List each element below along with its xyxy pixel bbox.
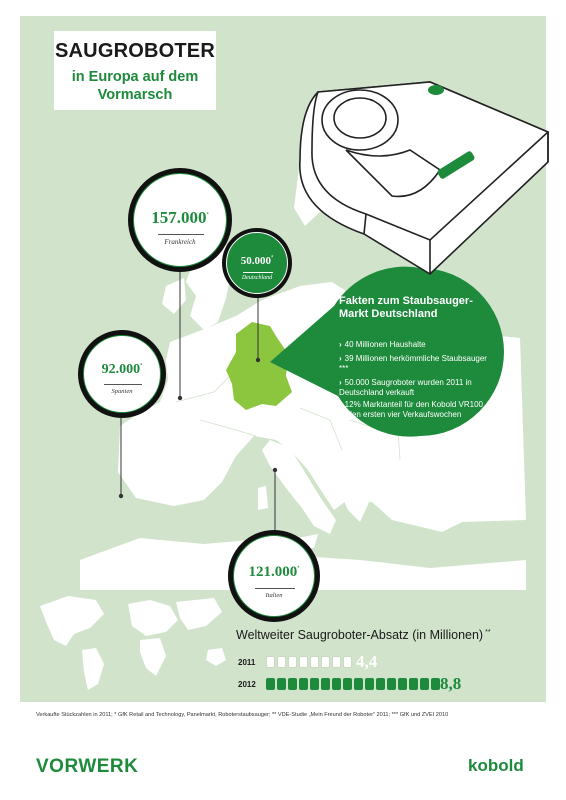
marker-dot-spanien	[119, 494, 123, 498]
fact-item: › 12% Marktanteil für den Kobold VR100 in den ersten vier Verkaufswochen	[339, 400, 483, 419]
marker-italien	[228, 530, 320, 622]
fact-text-3: 50.000 Saugroboter wurden 2011 in Deutschland verkauft	[339, 378, 472, 397]
vorwerk-logo: VORWERK	[36, 756, 139, 777]
sales-bar-segment	[431, 678, 440, 690]
sales-value-2011: 4,4	[356, 652, 378, 671]
sales-bar-2012	[266, 678, 446, 690]
fact-text-4: 12% Marktanteil für den Kobold VR100 in den ersten vier Verkaufswochen	[339, 400, 483, 419]
sales-bar-segment	[321, 656, 330, 668]
sales-bar-2011	[266, 656, 366, 668]
sales-value-2012: 8,8	[440, 674, 462, 693]
marker-country-spanien: Spanien	[111, 388, 133, 395]
marker-value-deutschland: 50.000	[240, 255, 271, 267]
sales-title-footnote: **	[485, 628, 491, 636]
marker-deutschland	[222, 228, 292, 298]
robot-button-icon	[428, 85, 444, 95]
marker-country-deutschland: Deutschland	[241, 275, 273, 281]
marker-country-frankreich: Frankreich	[164, 238, 196, 246]
sales-bar-segment	[288, 678, 297, 690]
sales-bar-segment	[398, 678, 407, 690]
marker-footnote-deutschland: *	[270, 255, 274, 262]
map-land-ireland	[162, 278, 186, 314]
sales-bar-segment	[266, 656, 275, 668]
sales-bar-segment	[354, 678, 363, 690]
marker-footnote-italien: *	[297, 566, 300, 572]
robot-vacuum-illustration	[300, 82, 548, 274]
fact-item: › 39 Millionen herkömmliche Staubsauger ***	[339, 354, 487, 373]
marker-dot-italien	[273, 468, 277, 472]
marker-value-spanien: 92.000	[101, 362, 141, 377]
subtitle-line-2: Vormarsch	[97, 87, 173, 103]
fact-item: › 40 Millionen Haushalte	[339, 340, 426, 349]
sales-bar-segment	[288, 656, 297, 668]
source-footnote: Verkaufte Stückzahlen in 2011; * GfK Retail and Technology, Panelmarkt, Roboterstaubsauger; ** VDE-Studie „Mein Freund der Roboter“ 2011; *** GfK und ZVEI 2010	[36, 712, 449, 718]
marker-footnote-spanien: *	[140, 363, 143, 370]
world-map-icon	[40, 596, 226, 690]
page-title: SAUGROBOTER	[55, 40, 215, 62]
sales-bar-segment	[387, 678, 396, 690]
sales-bar-segment	[310, 678, 319, 690]
sales-bar-segment	[277, 678, 286, 690]
sales-bar-segment	[299, 656, 308, 668]
page-subtitle	[54, 68, 216, 104]
facts-title: Fakten zum Staubsauger-Markt Deutschland	[339, 295, 473, 320]
sales-bar-segment	[321, 678, 330, 690]
subtitle-line-1: in Europa auf dem	[71, 69, 199, 85]
fact-text-1: 40 Millionen Haushalte	[344, 340, 426, 349]
sales-bar-segment	[376, 678, 385, 690]
sales-bar-segment	[343, 678, 352, 690]
sales-year-2011: 2011	[238, 658, 256, 667]
marker-frankreich	[128, 168, 232, 272]
marker-dot-frankreich	[178, 396, 182, 400]
fact-text-2: 39 Millionen herkömmliche Staubsauger ***	[339, 354, 487, 373]
sales-year-2012: 2012	[238, 680, 256, 689]
marker-footnote-frankreich: *	[206, 212, 209, 219]
title-box	[54, 31, 216, 110]
sales-bar-segment	[332, 678, 341, 690]
sales-bar-segment	[343, 656, 352, 668]
marker-country-italien: Italien	[265, 592, 283, 599]
marker-value-italien: 121.000	[248, 564, 298, 580]
fact-item: › 50.000 Saugroboter wurden 2011 in Deutschland verkauft	[339, 378, 472, 397]
sales-bar-segment	[365, 678, 374, 690]
map-land-sardinia	[258, 486, 268, 510]
kobold-logo: kobold	[468, 756, 524, 775]
sales-title	[236, 628, 491, 642]
sales-bar-segment	[310, 656, 319, 668]
sales-title-text: Weltweiter Saugroboter-Absatz (in Millionen)	[236, 628, 484, 642]
sales-bar-segment	[266, 678, 275, 690]
sales-bar-segment	[409, 678, 418, 690]
marker-dot-deutschland	[256, 358, 260, 362]
marker-value-frankreich: 157.000	[151, 208, 207, 227]
sales-bar-segment	[277, 656, 286, 668]
sales-bar-segment	[332, 656, 341, 668]
sales-bar-segment	[420, 678, 429, 690]
marker-spanien	[78, 330, 166, 418]
sales-bar-segment	[299, 678, 308, 690]
